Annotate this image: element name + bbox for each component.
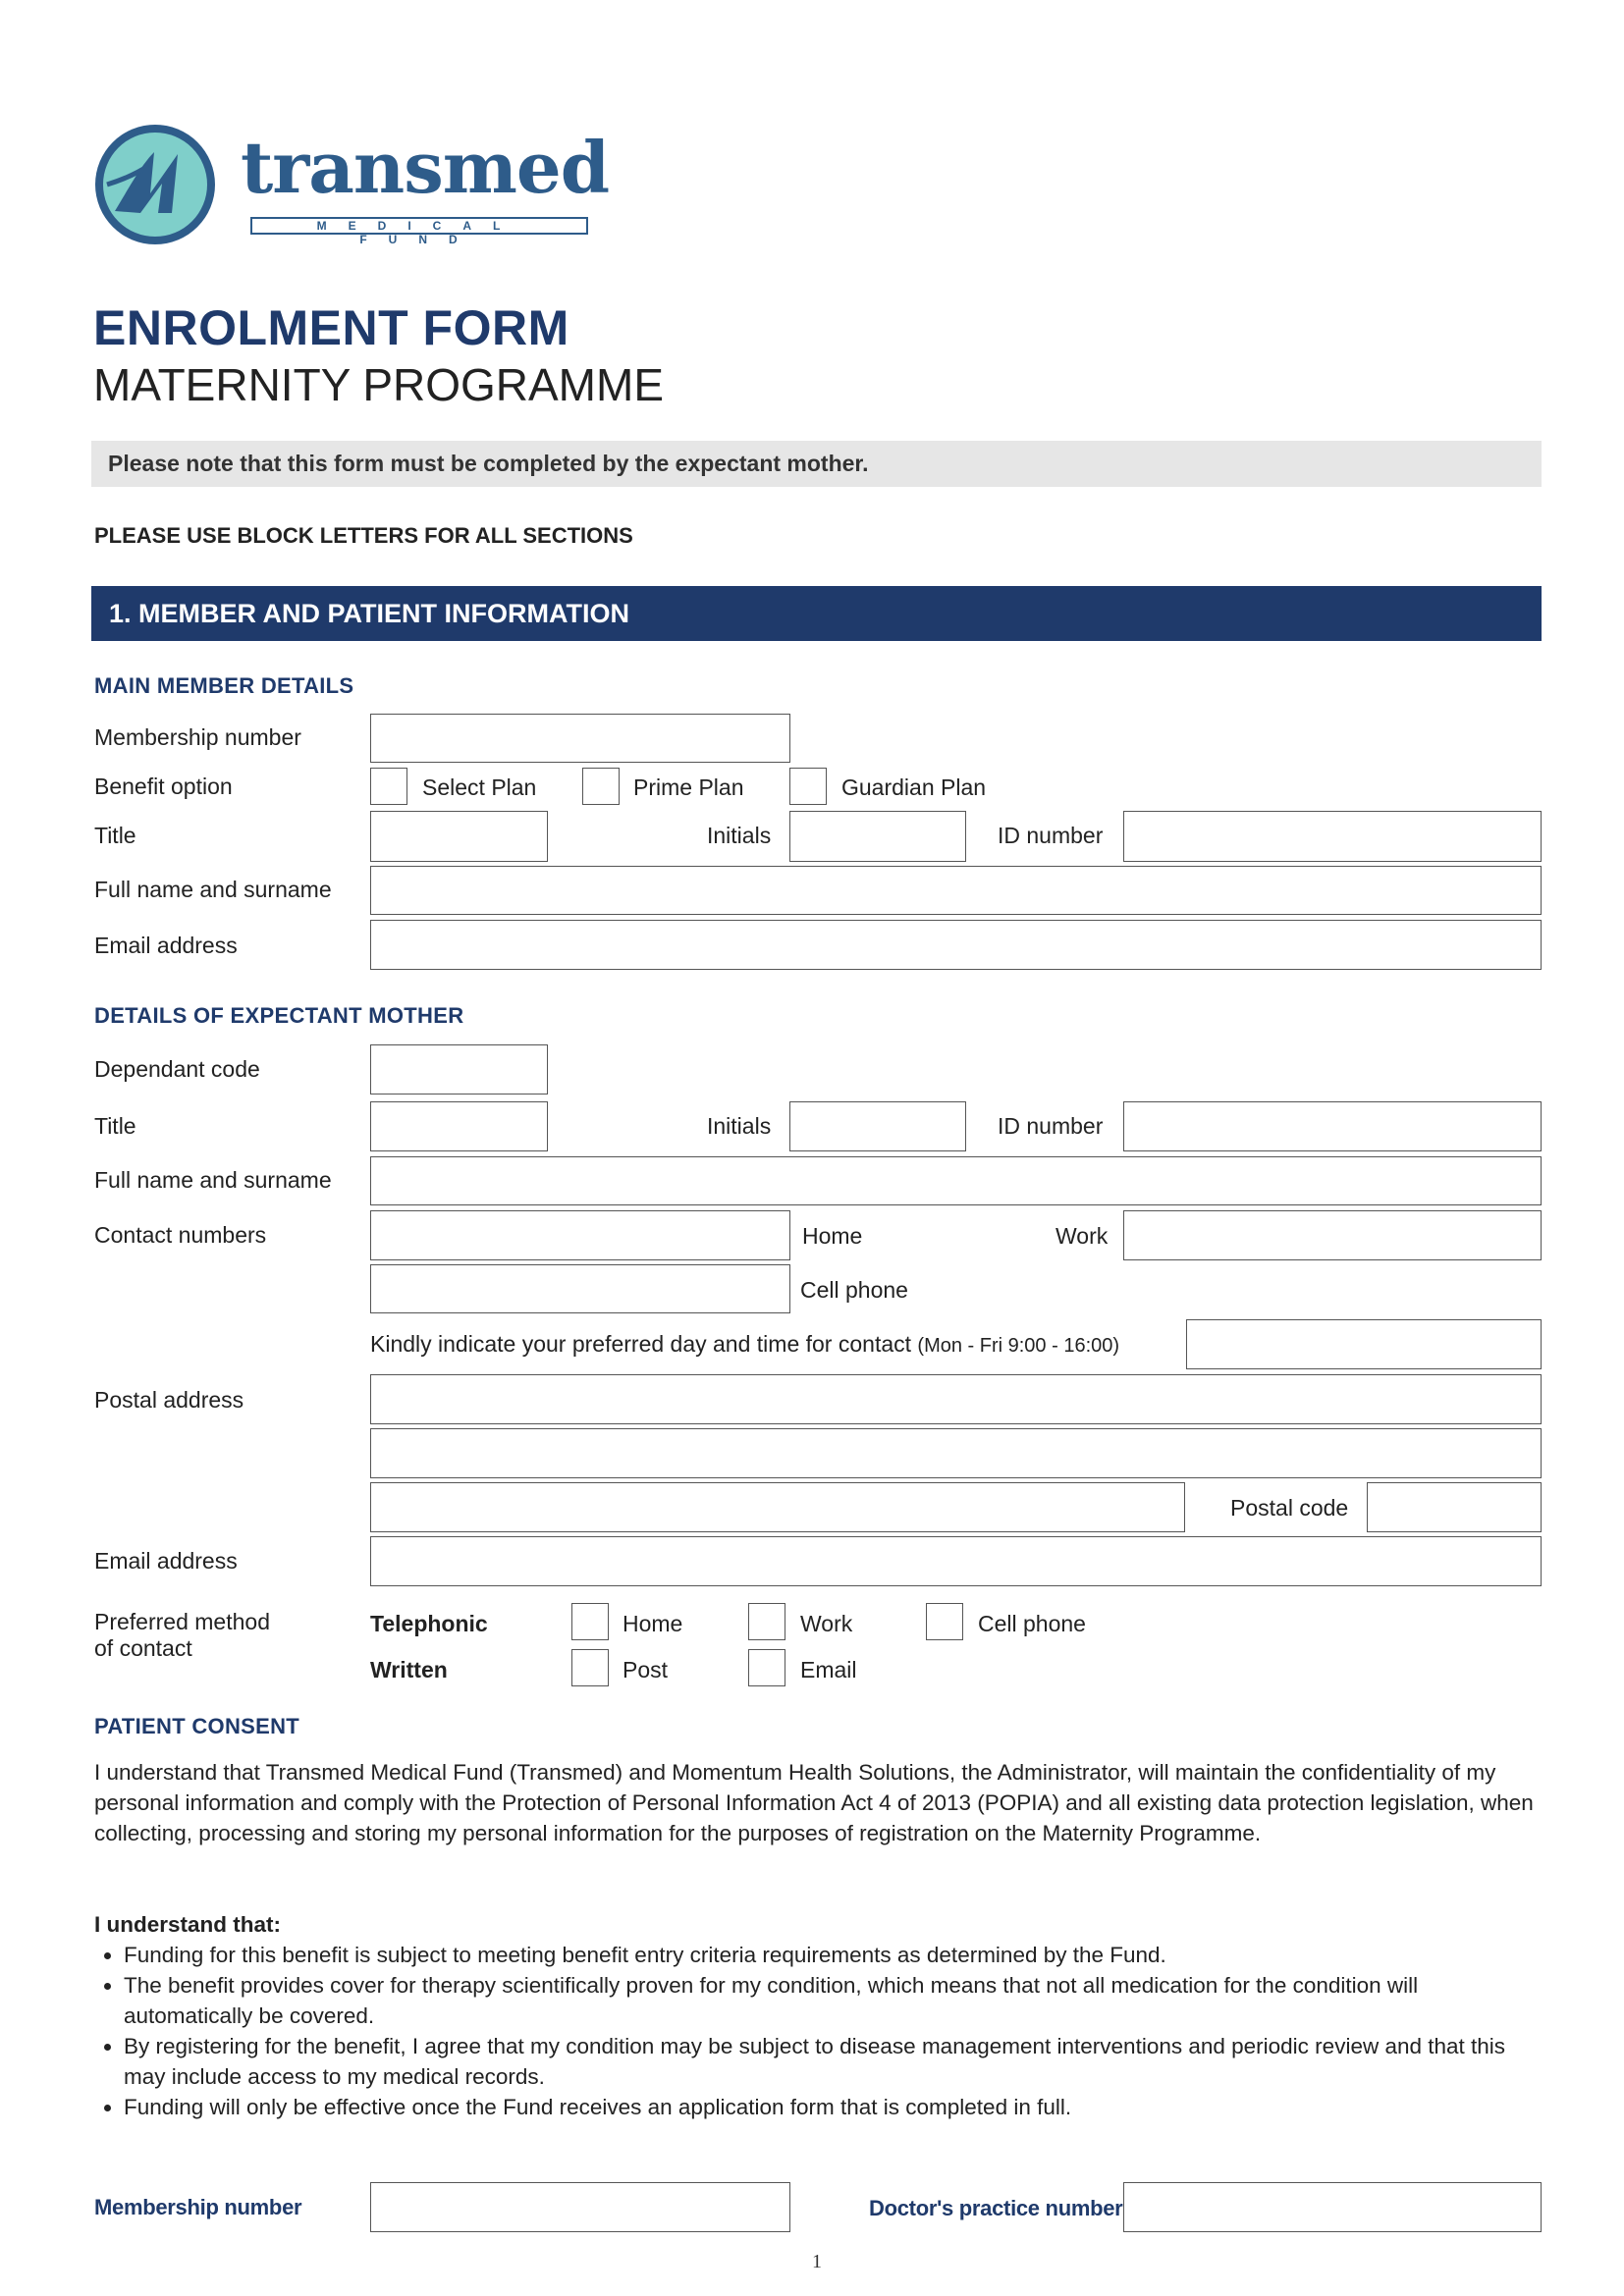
mother-full-name-field[interactable] — [370, 1156, 1542, 1205]
telephonic-home-label: Home — [623, 1611, 683, 1636]
preferred-time-label — [370, 1331, 1119, 1358]
postal-address-label: Postal address — [94, 1387, 244, 1413]
telephonic-work-checkbox[interactable] — [748, 1603, 785, 1640]
page-subtitle: MATERNITY PROGRAMME — [93, 359, 664, 410]
cell-phone-label: Cell phone — [800, 1277, 908, 1303]
consent-bullet-2: • The benefit provides cover for therapy scientifically proven for my condition, which means that not all medication for the condition will automatically be covered. — [124, 1970, 1545, 2031]
postal-address-line-2-field[interactable] — [370, 1428, 1542, 1478]
footer-membership-number-field[interactable] — [370, 2182, 790, 2232]
notice-text: Please note that this form must be completed by the expectant mother. — [108, 451, 869, 476]
mother-id-number-field[interactable] — [1123, 1101, 1542, 1151]
section-1-heading: 1. MEMBER AND PATIENT INFORMATION — [109, 599, 629, 628]
written-email-checkbox[interactable] — [748, 1649, 785, 1686]
logo-tagline: MEDICAL FUND — [250, 217, 588, 235]
select-plan-label: Select Plan — [422, 774, 537, 800]
member-email-label: Email address — [94, 933, 238, 958]
member-title-field[interactable] — [370, 811, 548, 862]
preferred-time-hint: (Mon - Fri 9:00 - 16:00) — [917, 1335, 1120, 1357]
mother-initials-field[interactable] — [789, 1101, 966, 1151]
preferred-method-label — [94, 1609, 270, 1662]
mother-email-field[interactable] — [370, 1536, 1542, 1586]
prime-plan-checkbox[interactable] — [582, 768, 620, 805]
understand-heading: I understand that: — [94, 1912, 281, 1937]
page-number: 1 — [812, 2251, 822, 2272]
member-email-field[interactable] — [370, 920, 1542, 970]
mother-email-label: Email address — [94, 1548, 238, 1574]
contact-numbers-label: Contact numbers — [94, 1222, 267, 1248]
dependant-code-field[interactable] — [370, 1044, 548, 1095]
postal-code-field[interactable] — [1367, 1482, 1542, 1532]
mother-title-label: Title — [94, 1113, 136, 1139]
mother-title-field[interactable] — [370, 1101, 548, 1151]
member-title-label: Title — [94, 823, 136, 848]
patient-consent-heading: PATIENT CONSENT — [94, 1714, 300, 1738]
dependant-code-label: Dependant code — [94, 1056, 260, 1082]
membership-number-label: Membership number — [94, 724, 301, 750]
member-initials-label: Initials — [707, 823, 772, 848]
home-number-field[interactable] — [370, 1210, 790, 1260]
select-plan-checkbox[interactable] — [370, 768, 407, 805]
mother-initials-label: Initials — [707, 1113, 772, 1139]
consent-bullet-4: • Funding will only be effective once the Fund receives an application form that is completed in full. — [124, 2092, 1545, 2122]
member-initials-field[interactable] — [789, 811, 966, 862]
consent-bullet-1: • Funding for this benefit is subject to meeting benefit entry criteria requirements as determined by the Fund. — [124, 1940, 1545, 1970]
home-number-label: Home — [802, 1223, 863, 1249]
written-label: Written — [370, 1657, 448, 1682]
block-letters-instruction: PLEASE USE BLOCK LETTERS FOR ALL SECTIONS — [94, 523, 633, 548]
member-full-name-field[interactable] — [370, 866, 1542, 915]
consent-bullets — [94, 1940, 1545, 2122]
telephonic-cell-label: Cell phone — [978, 1611, 1086, 1636]
main-member-heading: MAIN MEMBER DETAILS — [94, 673, 354, 698]
footer-practice-number-label: Doctor's practice number — [869, 2196, 1123, 2220]
benefit-option-label: Benefit option — [94, 774, 233, 799]
postal-address-line-1-field[interactable] — [370, 1374, 1542, 1424]
telephonic-work-label: Work — [800, 1611, 853, 1636]
footer-membership-number-label: Membership number — [94, 2195, 302, 2219]
section-1-banner — [91, 586, 1542, 641]
consent-bullet-3: • By registering for the benefit, I agree that my condition may be subject to disease management interventions and periodic review and that this may include access to my medical records. — [124, 2031, 1545, 2092]
telephonic-label: Telephonic — [370, 1611, 488, 1636]
member-full-name-label: Full name and surname — [94, 877, 332, 902]
preferred-time-field[interactable] — [1186, 1319, 1542, 1369]
expectant-mother-heading: DETAILS OF EXPECTANT MOTHER — [94, 1003, 464, 1028]
notice-bar — [91, 441, 1542, 487]
work-number-field[interactable] — [1123, 1210, 1542, 1260]
preferred-method-line-1: Preferred method — [94, 1609, 270, 1634]
consent-paragraph: I understand that Transmed Medical Fund (Transmed) and Momentum Health Solutions, the Administrator, will maintain the confidentiality of my personal information and comply with the Protection of Personal Information Act 4 of 2013 (POPIA) and all existing data protection legislation, when collecting, processing and storing my personal information for the purposes of registration on the Maternity Programme. — [94, 1760, 1534, 1845]
telephonic-home-checkbox[interactable] — [571, 1603, 609, 1640]
work-number-label: Work — [1056, 1223, 1109, 1249]
guardian-plan-checkbox[interactable] — [789, 768, 827, 805]
mother-full-name-label: Full name and surname — [94, 1167, 332, 1193]
guardian-plan-label: Guardian Plan — [841, 774, 987, 800]
preferred-method-line-2: of contact — [94, 1635, 192, 1661]
preferred-time-text: Kindly indicate your preferred day and time for contact — [370, 1331, 912, 1357]
logo-wordmark: transmed — [241, 126, 610, 209]
prime-plan-label: Prime Plan — [633, 774, 744, 800]
membership-number-field[interactable] — [370, 714, 790, 763]
written-post-label: Post — [623, 1657, 669, 1682]
member-id-number-label: ID number — [998, 823, 1104, 848]
cell-phone-field[interactable] — [370, 1264, 790, 1313]
page-title: ENROLMENT FORM — [93, 300, 569, 355]
member-id-number-field[interactable] — [1123, 811, 1542, 862]
postal-code-label: Postal code — [1230, 1495, 1349, 1521]
footer-practice-number-field[interactable] — [1123, 2182, 1542, 2232]
mother-id-number-label: ID number — [998, 1113, 1104, 1139]
written-post-checkbox[interactable] — [571, 1649, 609, 1686]
telephonic-cell-checkbox[interactable] — [926, 1603, 963, 1640]
transmed-emblem-icon — [93, 123, 217, 246]
transmed-logo — [93, 123, 610, 250]
postal-address-line-3-field[interactable] — [370, 1482, 1185, 1532]
written-email-label: Email — [800, 1657, 857, 1682]
